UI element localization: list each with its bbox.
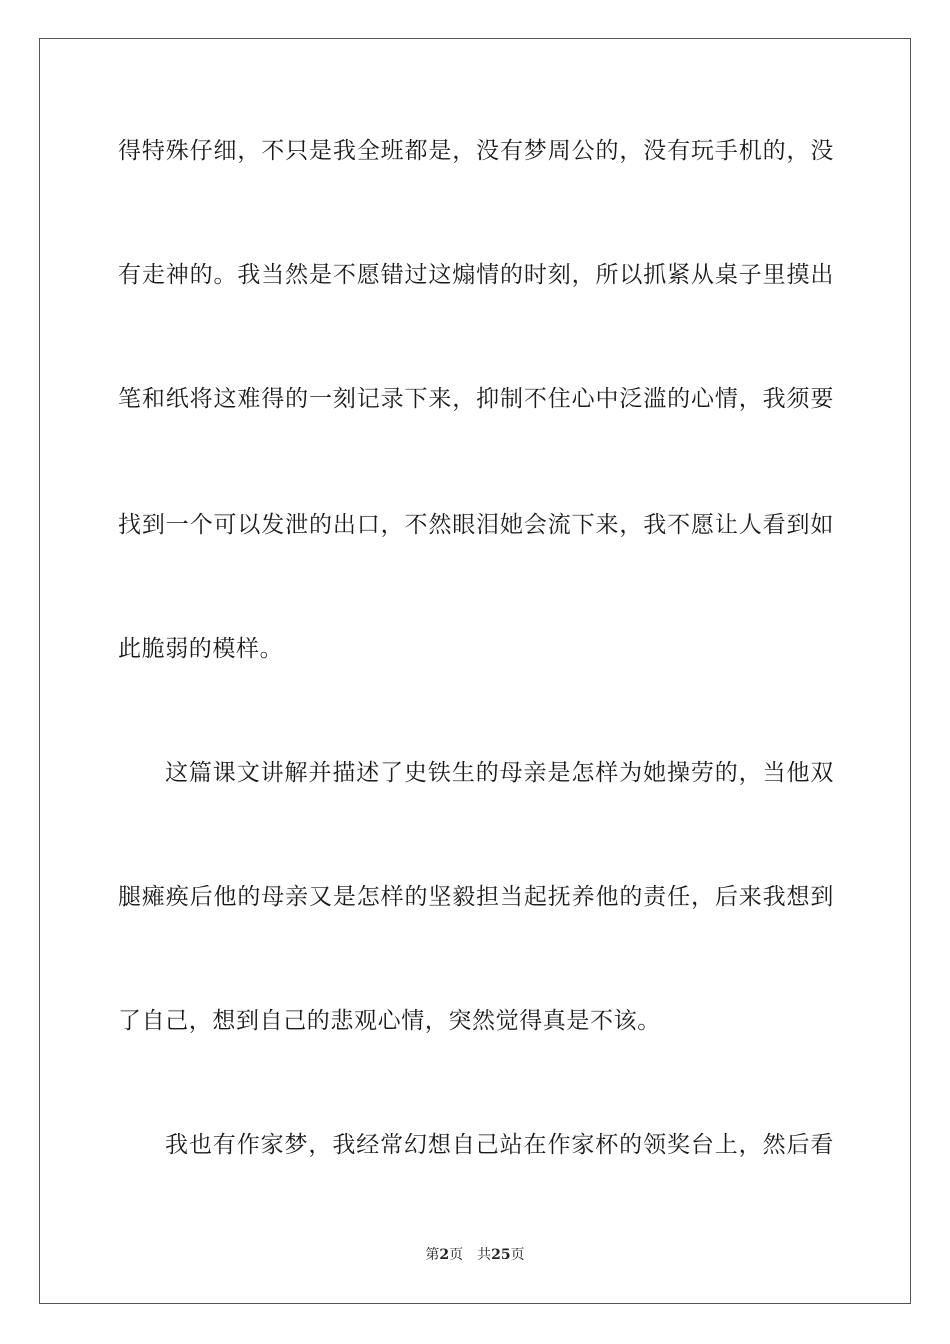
footer-page-prefix: 第 [425,1247,440,1263]
paragraph-3-line-1: 我也有作家梦，我经常幻想自己站在作家杯的领奖台上，然后看 [165,1132,834,1158]
paragraph-2-line-2: 腿瘫痪后他的母亲又是怎样的坚毅担当起抚养他的责任，后来我想到 [118,884,834,910]
page-border [39,38,911,1304]
footer-page-suffix: 页 [449,1247,464,1263]
paragraph-1-line-5: 此脆弱的模样。 [118,636,284,662]
paragraph-1-line-3: 笔和纸将这难得的一刻记录下来，抑制不住心中泛滥的心情，我须要 [118,386,834,412]
footer-page-number: 2 [439,1247,450,1263]
paragraph-2-line-3: 了自己，想到自己的悲观心情，突然觉得真是不该。 [118,1008,661,1034]
footer-total-prefix: 共 [477,1247,492,1263]
paragraph-1-line-4: 找到一个可以发泄的出口，不然眼泪她会流下来，我不愿让人看到如 [118,512,834,538]
footer-total-pages: 25 [491,1247,511,1263]
paragraph-2-line-1: 这篇课文讲解并描述了史铁生的母亲是怎样为她操劳的，当他双 [165,760,834,786]
paragraph-1-line-2: 有走神的。我当然是不愿错过这煽情的时刻，所以抓紧从桌子里摸出 [118,262,834,288]
paragraph-1-line-1: 得特殊仔细，不只是我全班都是，没有梦周公的，没有玩手机的，没 [118,138,834,164]
page-footer [0,1246,950,1264]
footer-total-suffix: 页 [510,1247,525,1263]
